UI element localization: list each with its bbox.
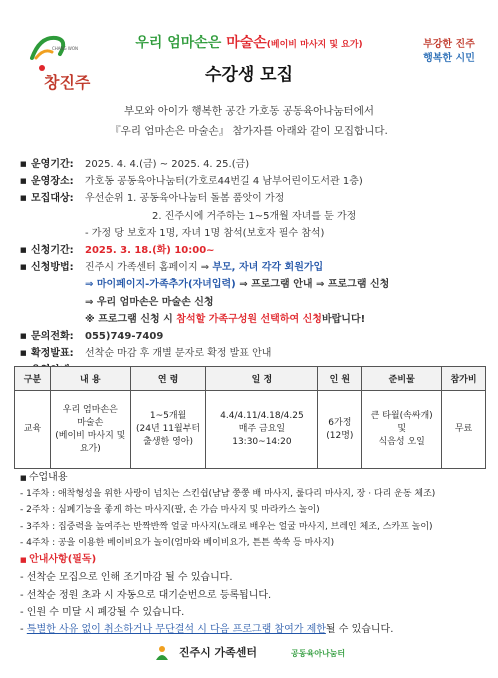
footer-org: 진주시 가족센터 (178, 646, 258, 659)
slogan-line-1: 부강한 진주 (423, 39, 475, 50)
target-row: ■ 모집대상: 우선순위 1. 공동육아나눔터 돌봄 품앗이 가정 (20, 193, 285, 205)
period-row: ■ 운영기간: 2025. 4. 4.(금) ~ 2025. 4. 25.(금) (20, 159, 250, 170)
intro-text: 부모와 아이가 행복한 공간 가호동 공동육아나눔터에서 『우리 엄마손은 마술손』 참가자를 아래와 같이 모집합니다. (110, 105, 388, 137)
apply-date-row: ■ 신청기간: 2025. 3. 18.(화) 10:00~ (20, 245, 215, 257)
nanum-logo: 공동육아나눔터 (291, 648, 346, 658)
week-1: - 1주차 : 애착형성을 위한 사랑이 넘치는 스킨쉽(냠냠 쭝쭝 배 마사지, 룰다리 마사지, 장 · 다리 운동 체조) (20, 489, 436, 500)
notice-section: ■ 안내사항(필독) - 선착순 모집으로 인해 조기마감 될 수 있습니다. - 선착순 정원 초과 시 자동으로 대기순번으로 등록됩니다. - 인원 수 미달 시 폐강될 수 있습니다. - 특별한 사유 없이 취소하거나 무단결석 시 다음 프로그램 참여가 제한될 수 있습니다. (20, 554, 394, 636)
week-4: - 4주차 : 공을 이용한 베이비요가 놀이(엄마와 베이비요가, 튼튼 쑥쑥 등 마사지) (20, 537, 335, 548)
week-3: - 3주차 : 집중력을 높여주는 반짝반짝 얼굴 마사지(노래로 배우는 얼굴 마사지, 브레인 체조, 스카프 놀이) (20, 521, 433, 532)
week-2: - 2주차 : 심폐기능을 좋게 하는 마사지(팔, 손 가슴 마사지 및 마라카스 놀이) (20, 505, 320, 516)
table-row: 교육 우리 엄마손은 마술손 (베이비 마사지 및 요가) 1~5개월 (24년 11월부터 출생한 영아) 4.4/4.11/4.18/4.25 매주 금요일 13:30~14:20 6가정 (12명) 큰 타월(속싸개) 및 식음성 오일 무료 (15, 391, 486, 469)
city-logo-text: 창진주 (44, 73, 91, 92)
program-title: 우리 엄마손은 마술손(베이비 마사지 및 요가) (135, 35, 363, 51)
place-row: ■ 운영장소: 가호동 공동육아나눔터(가호로44번길 4 남부어린이도서관 1층) (20, 176, 363, 188)
page-title: 수강생 모집 (204, 65, 294, 85)
confirm-row: ■ 확정발표: 선착순 마감 후 개별 문자로 확정 발표 안내 (20, 348, 272, 360)
family-center-icon (153, 644, 171, 662)
info-list: ■ 운영기간: 2025. 4. 4.(금) ~ 2025. 4. 25.(금) ■ 운영장소: 가호동 공동육아나눔터(가호로44번길 4 남부어린이도서관 1층) ■ 모집대상: 우선순위 1. 공동육아나눔터 돌봄 품앗이 가정 2. 진주시에 거주하는 1~5개월 자녀를 둔 가정 - 가정 당 보호자 1명, 자녀 1명 참석(보호자 필수 참석) ■ 신청기간: 2025. 3. 18.(화) 10:00~ ■ 신청방법: 진주시 가족센터 홈페이지 ⇒ 부모, 자녀 각각 회원가입 ⇒ 마이페이지-가족추가(자녀입력) ⇒ 프로그램 안내 ⇒ 프로그램 신청 ⇒ 우리 엄마손은 마술손 신청 ※ 프로그램 신청 시 참석할 가족구성원 선택하여 신청바랍니다! ■ 문의전화: 055)749-7409 ■ 확정발표: 선착순 마감 후 개별 문자로 확정 발표 안내 (20, 156, 490, 380)
svg-text:CHANG WON: CHANG WON (52, 46, 78, 51)
footer (0, 644, 498, 662)
class-content: ■ 수업내용 - 1주차 : 애착형성을 위한 사랑이 넘치는 스킨쉽(냠냠 쭝쭝 배 마사지, 룰다리 마사지, 장 · 다리 운동 체조) - 2주차 : 심폐기능을 좋게 하는 마사지(팔, 손 가슴 마사지 및 마라카스 놀이) - 3주차 : 집중력을 높여주는 반짝반짝 얼굴 마사지(노래로 배우는 얼굴 마사지, 브레인 체조, 스카프 놀이) - 4주차 : 공을 이용한 베이비요가 놀이(엄마와 베이비요가, 튼튼 쑥쑥 등 마사지) ■ 안내사항(필독) - 선착순 모집으로 인해 조기마감 될 수 있습니다. - 선착순 정원 초과 시 자동으로 대기순번으로 등록됩니다. - 인원 수 미달 시 폐강될 수 있습니다. - 특별한 사유 없이 취소하거나 무단결석 시 다음 프로그램 참여가 제한될 수 있습니다. (20, 470, 490, 639)
method-row: ■ 신청방법: 진주시 가족센터 홈페이지 ⇒ 부모, 자녀 각각 회원가입 (20, 262, 324, 274)
phone-row: ■ 문의전화: 055)749-7409 (20, 331, 164, 343)
schedule-table (14, 366, 486, 469)
table-header-row: 구분 내 용 연 령 일 정 인 원 준비물 참가비 (15, 367, 486, 391)
slogan-line-2: 행복한 시민 (423, 53, 475, 64)
